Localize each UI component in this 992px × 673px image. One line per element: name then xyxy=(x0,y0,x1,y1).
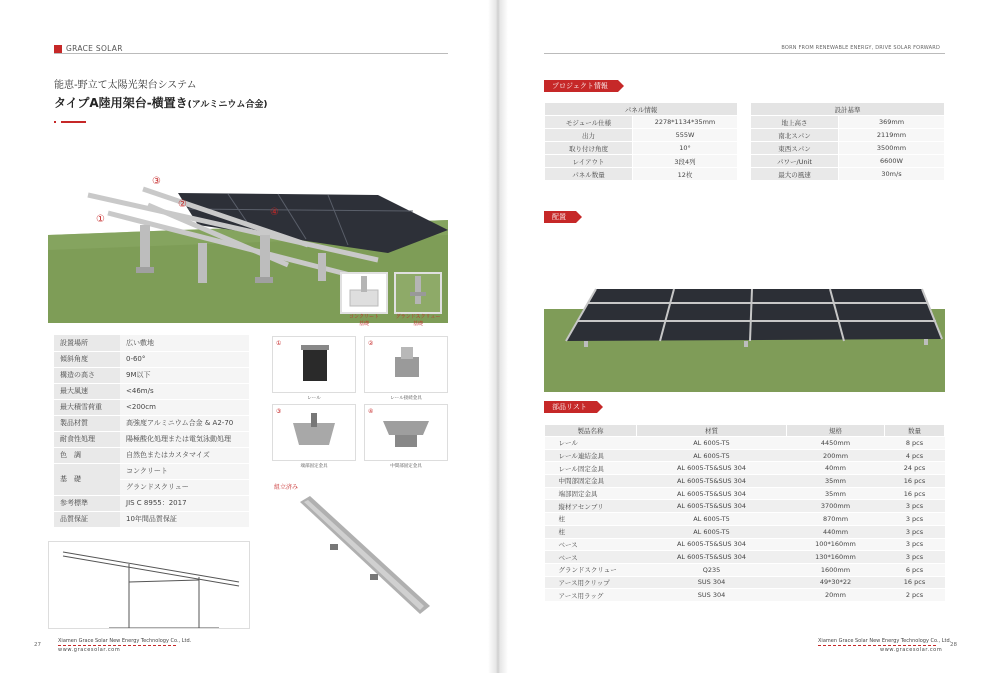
page-subtitle: 能恵-野立て太陽光架台システム xyxy=(54,80,197,91)
part-caption-rail: レール xyxy=(307,396,321,401)
part-spec: 3700mm xyxy=(787,500,885,513)
table-row xyxy=(54,335,249,351)
spec-value: グランドスクリュー xyxy=(120,479,249,495)
part-name: 柱 xyxy=(545,513,637,526)
spec-key: 製品材質 xyxy=(54,415,120,431)
table-row xyxy=(751,168,945,181)
col-header-qty: 数量 xyxy=(885,425,945,437)
part-name: グランドスクリュー xyxy=(545,563,637,576)
footer-url-left: www.gracesolar.com xyxy=(58,647,121,653)
brand-name: GRACE SOLAR xyxy=(66,44,123,53)
part-material: AL 6005-T5&SUS 304 xyxy=(637,538,787,551)
part-material: AL 6005-T5 xyxy=(637,513,787,526)
info-value: 555W xyxy=(633,129,738,142)
part-qty: 8 pcs xyxy=(885,437,945,450)
table-row xyxy=(54,415,249,431)
table-row xyxy=(545,168,738,181)
part-name: アース用ラッグ xyxy=(545,589,637,602)
info-value: 6600W xyxy=(839,155,945,168)
spec-key: 色 調 xyxy=(54,447,120,463)
part-material: AL 6005-T5&SUS 304 xyxy=(637,500,787,513)
spec-value: 9M以下 xyxy=(120,367,249,383)
info-value: 30m/s xyxy=(839,168,945,181)
part-spec: 440mm xyxy=(787,525,885,538)
design-basis-table xyxy=(750,102,945,181)
part-name: レール固定金具 xyxy=(545,462,637,475)
table-row xyxy=(54,367,249,383)
inset-caption-concrete: コンクリート 基礎 xyxy=(349,314,379,327)
info-value: 2119mm xyxy=(839,129,945,142)
table-row xyxy=(545,449,945,462)
part-caption-end-clamp: 端部固定金具 xyxy=(300,464,328,469)
panel-info-heading: パネル情報 xyxy=(545,103,738,116)
header-rule-left xyxy=(54,53,448,54)
part-caption-mid-clamp: 中間部固定金具 xyxy=(390,464,422,469)
slogan: BORN FROM RENEWABLE ENERGY, DRIVE SOLAR FORWARD xyxy=(781,45,940,51)
footer-company-left: Xiamen Grace Solar New Energy Technology Co., Ltd. xyxy=(58,638,192,644)
footer-url-right: www.gracesolar.com xyxy=(880,647,943,653)
spec-table xyxy=(54,335,249,528)
col-header-name: 製品名称 xyxy=(545,425,637,437)
callout-1: ① xyxy=(96,214,105,225)
design-basis-heading: 設計基準 xyxy=(751,103,945,116)
table-row xyxy=(545,551,945,564)
part-spec: 870mm xyxy=(787,513,885,526)
part-qty: 3 pcs xyxy=(885,538,945,551)
parts-header-row xyxy=(545,425,945,437)
page-number-right: 28 xyxy=(950,642,957,648)
part-caption-rail-connector: レール接続金具 xyxy=(390,396,422,401)
spec-value: JIS C 8955：2017 xyxy=(120,495,249,511)
spec-key: 基 礎 xyxy=(54,463,120,495)
part-spec: 35mm xyxy=(787,475,885,488)
info-key: モジュール仕様 xyxy=(545,116,633,129)
spec-key: 最大風速 xyxy=(54,383,120,399)
table-row xyxy=(545,538,945,551)
table-row xyxy=(54,447,249,463)
layout-render xyxy=(544,229,945,392)
title-main: タイプA陸用架台-横置き xyxy=(54,96,188,110)
info-key: パネル数量 xyxy=(545,168,633,181)
col-header-material: 材質 xyxy=(637,425,787,437)
part-material: AL 6005-T5 xyxy=(637,437,787,450)
spec-value: 10年間品質保証 xyxy=(120,511,249,527)
spec-value: 自然色またはカスタマイズ xyxy=(120,447,249,463)
part-qty: 3 pcs xyxy=(885,513,945,526)
part-qty: 3 pcs xyxy=(885,500,945,513)
part-spec: 1600mm xyxy=(787,563,885,576)
info-key: 最大の風速 xyxy=(751,168,839,181)
brand-header xyxy=(54,44,123,53)
part-spec: 35mm xyxy=(787,487,885,500)
table-row xyxy=(545,142,738,155)
part-qty: 4 pcs xyxy=(885,449,945,462)
table-row xyxy=(751,155,945,168)
spec-key: 耐食性処理 xyxy=(54,431,120,447)
part-name: レール xyxy=(545,437,637,450)
part-material: AL 6005-T5 xyxy=(637,525,787,538)
part-material: AL 6005-T5 xyxy=(637,449,787,462)
table-row xyxy=(545,525,945,538)
part-spec: 40mm xyxy=(787,462,885,475)
part-material: SUS 304 xyxy=(637,576,787,589)
page-title xyxy=(54,94,267,111)
spec-value: <200cm xyxy=(120,399,249,415)
inset-concrete-foundation xyxy=(340,272,388,314)
table-row xyxy=(545,500,945,513)
info-key: 取り付け角度 xyxy=(545,142,633,155)
spec-value: <46m/s xyxy=(120,383,249,399)
table-row xyxy=(751,116,945,129)
table-row xyxy=(545,513,945,526)
spec-value: 0-60° xyxy=(120,351,249,367)
inset-ground-screw-foundation xyxy=(394,272,442,314)
inset-caption-screw: グランドスクリュー 基礎 xyxy=(395,314,441,327)
callout-4: ④ xyxy=(270,207,279,218)
info-value: 2278*1134*35mm xyxy=(633,116,738,129)
section-heading-layout: 配置 xyxy=(544,211,576,223)
part-material: Q235 xyxy=(637,563,787,576)
info-value: 12枚 xyxy=(633,168,738,181)
part-qty: 16 pcs xyxy=(885,576,945,589)
part-qty: 3 pcs xyxy=(885,525,945,538)
part-name: 柱 xyxy=(545,525,637,538)
part-num-2: ② xyxy=(368,340,374,347)
part-end-clamp-image xyxy=(272,404,356,461)
table-row xyxy=(751,129,945,142)
part-qty: 2 pcs xyxy=(885,589,945,602)
part-name: 端部固定金具 xyxy=(545,487,637,500)
title-accent-bar xyxy=(54,121,86,123)
page-number-left: 27 xyxy=(34,642,41,648)
structure-drawing xyxy=(48,541,250,629)
part-rail-image xyxy=(272,336,356,393)
info-key: 南北スパン xyxy=(751,129,839,142)
part-qty: 16 pcs xyxy=(885,475,945,488)
part-num-4: ④ xyxy=(368,408,374,415)
title-suffix: (アルミニウム合金) xyxy=(187,100,268,110)
assembled-rail-image xyxy=(290,494,440,618)
part-qty: 24 pcs xyxy=(885,462,945,475)
parts-table xyxy=(544,424,945,602)
table-row xyxy=(54,399,249,415)
part-material: AL 6005-T5&SUS 304 xyxy=(637,487,787,500)
assembled-label: 組立済み xyxy=(274,484,299,491)
section-heading-project: プロジェクト情報 xyxy=(544,80,618,92)
callout-3: ③ xyxy=(152,176,161,187)
spec-value: 高強度アルミニウム合金 & A2-70 xyxy=(120,415,249,431)
table-row xyxy=(545,129,738,142)
part-num-1: ① xyxy=(276,340,282,347)
part-material: SUS 304 xyxy=(637,589,787,602)
section-heading-parts: 部品リスト xyxy=(544,401,597,413)
table-row xyxy=(545,563,945,576)
part-name: 中間部固定金具 xyxy=(545,475,637,488)
panel-info-table xyxy=(544,102,738,181)
brand-logo-icon xyxy=(54,45,62,53)
info-value: 3500mm xyxy=(839,142,945,155)
table-row xyxy=(545,116,738,129)
part-name: レール連結金具 xyxy=(545,449,637,462)
spec-key: 構造の高さ xyxy=(54,367,120,383)
footer-divider-left xyxy=(58,645,176,646)
book-spine xyxy=(488,0,508,673)
part-spec: 100*160mm xyxy=(787,538,885,551)
spec-value: 広い敷地 xyxy=(120,335,249,351)
table-row xyxy=(54,431,249,447)
part-qty: 6 pcs xyxy=(885,563,945,576)
table-row xyxy=(545,589,945,602)
part-qty: 16 pcs xyxy=(885,487,945,500)
table-row xyxy=(54,495,249,511)
header-rule-right xyxy=(544,53,945,54)
spec-key: 設置場所 xyxy=(54,335,120,351)
part-spec: 200mm xyxy=(787,449,885,462)
col-header-spec: 規格 xyxy=(787,425,885,437)
info-key: 東西スパン xyxy=(751,142,839,155)
footer-company-right: Xiamen Grace Solar New Energy Technology Co., Ltd. xyxy=(818,638,952,644)
part-name: 縦材アセンブリ xyxy=(545,500,637,513)
info-value: 369mm xyxy=(839,116,945,129)
part-spec: 20mm xyxy=(787,589,885,602)
part-num-3: ③ xyxy=(276,408,282,415)
spec-value: 陽極酸化処理または電気泳動処理 xyxy=(120,431,249,447)
table-row xyxy=(54,463,249,479)
part-spec: 49*30*22 xyxy=(787,576,885,589)
part-name: ベース xyxy=(545,551,637,564)
info-key: 出力 xyxy=(545,129,633,142)
table-row xyxy=(545,487,945,500)
table-row xyxy=(54,383,249,399)
spec-key: 最大積雪荷重 xyxy=(54,399,120,415)
info-value: 10° xyxy=(633,142,738,155)
table-row xyxy=(545,475,945,488)
spec-key: 傾斜角度 xyxy=(54,351,120,367)
footer-divider-right xyxy=(818,645,936,646)
table-row xyxy=(545,576,945,589)
info-key: パワー/Unit xyxy=(751,155,839,168)
info-value: 3段4列 xyxy=(633,155,738,168)
table-row xyxy=(545,462,945,475)
part-qty: 3 pcs xyxy=(885,551,945,564)
info-key: 地上高さ xyxy=(751,116,839,129)
spec-value: コンクリート xyxy=(120,463,249,479)
spec-key: 品質保証 xyxy=(54,511,120,527)
part-mid-clamp-image xyxy=(364,404,448,461)
part-name: ベース xyxy=(545,538,637,551)
spec-key: 参考標準 xyxy=(54,495,120,511)
table-row xyxy=(545,155,738,168)
table-row xyxy=(54,351,249,367)
table-row xyxy=(545,437,945,450)
part-spec: 4450mm xyxy=(787,437,885,450)
info-key: レイアウト xyxy=(545,155,633,168)
callout-2: ② xyxy=(178,199,187,210)
table-row xyxy=(54,511,249,527)
part-name: アース用クリップ xyxy=(545,576,637,589)
product-photo xyxy=(48,165,448,323)
part-material: AL 6005-T5&SUS 304 xyxy=(637,551,787,564)
part-spec: 130*160mm xyxy=(787,551,885,564)
part-material: AL 6005-T5&SUS 304 xyxy=(637,462,787,475)
part-rail-connector-image xyxy=(364,336,448,393)
table-row xyxy=(751,142,945,155)
part-material: AL 6005-T5&SUS 304 xyxy=(637,475,787,488)
